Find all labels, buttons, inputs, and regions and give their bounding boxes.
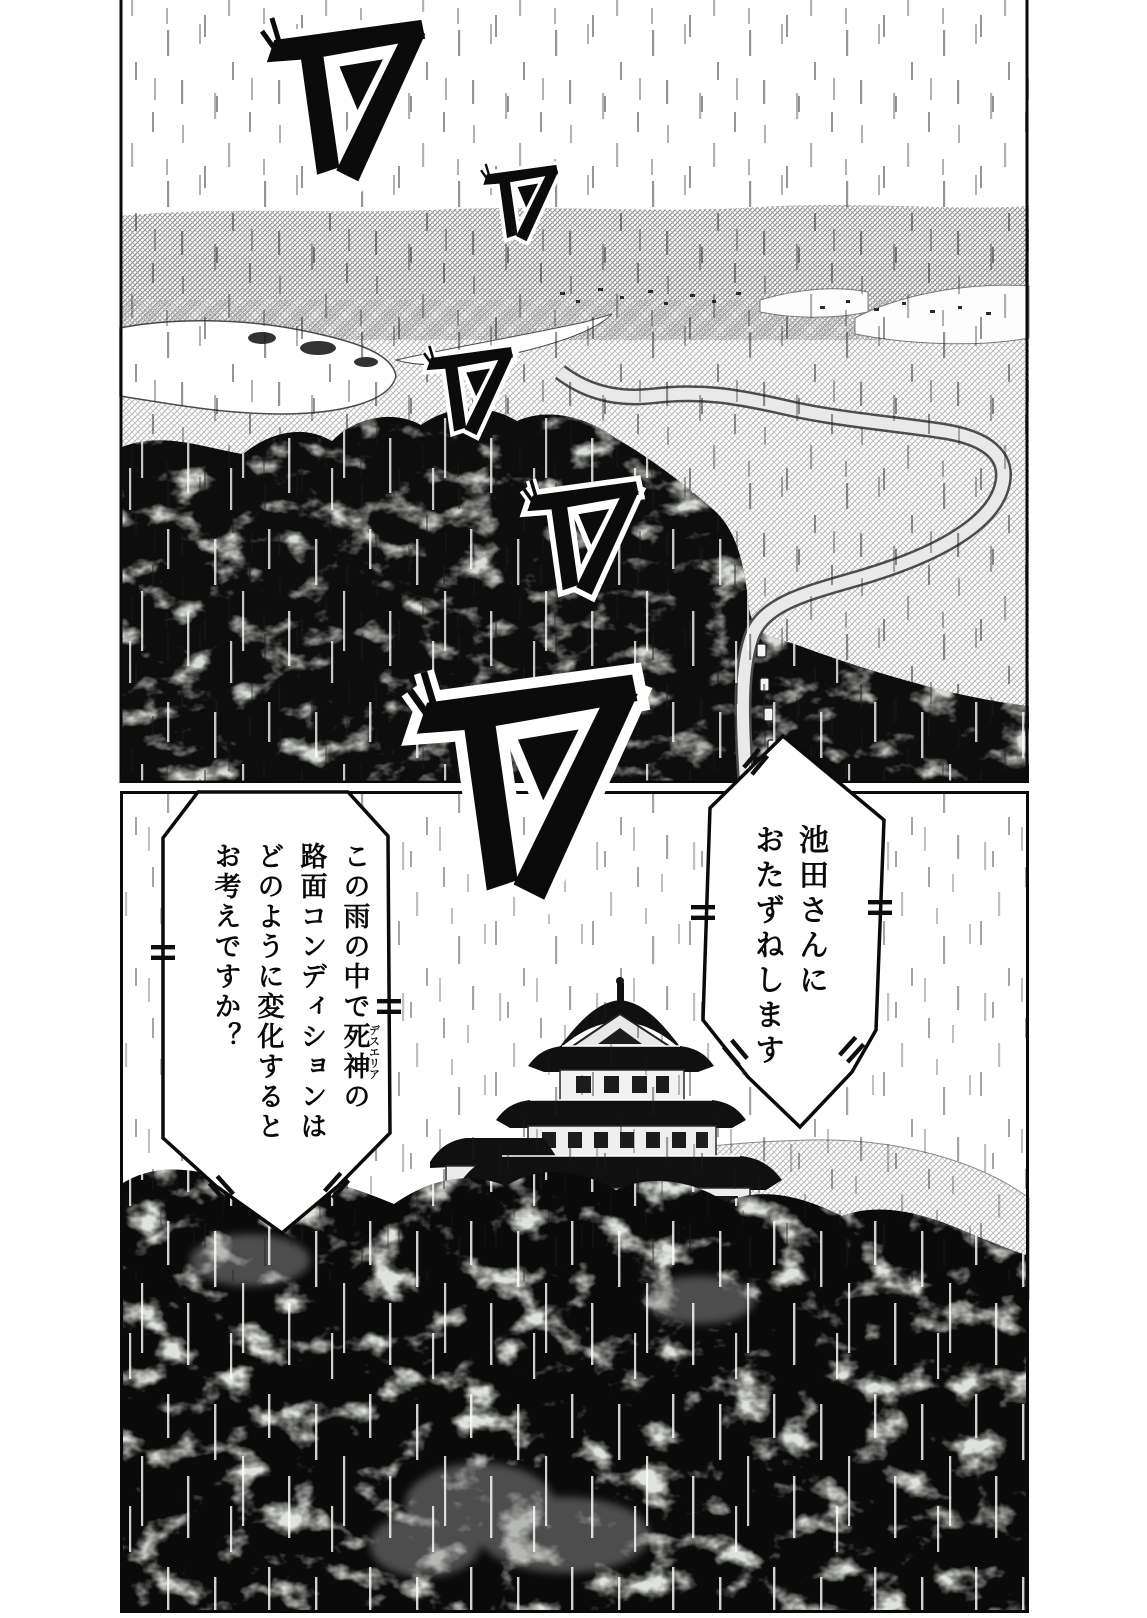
speech-line: 池田さんに (793, 824, 828, 999)
ruby-annotation: 死神デスエリア (338, 1022, 381, 1082)
speech-line: 路面コンディションは (295, 842, 327, 1142)
rain-sfx-glyph (410, 672, 635, 897)
speech-line: おたずねします (749, 824, 784, 1069)
speech-line: どのように変化すると (252, 842, 284, 1142)
speech-bubble-left-text (208, 842, 380, 1162)
speech-line: お考えですか？ (209, 842, 241, 1052)
speech-line: この雨の中で死神デスエリアの (338, 842, 381, 1112)
speech-bubble-right-text (736, 824, 832, 1114)
